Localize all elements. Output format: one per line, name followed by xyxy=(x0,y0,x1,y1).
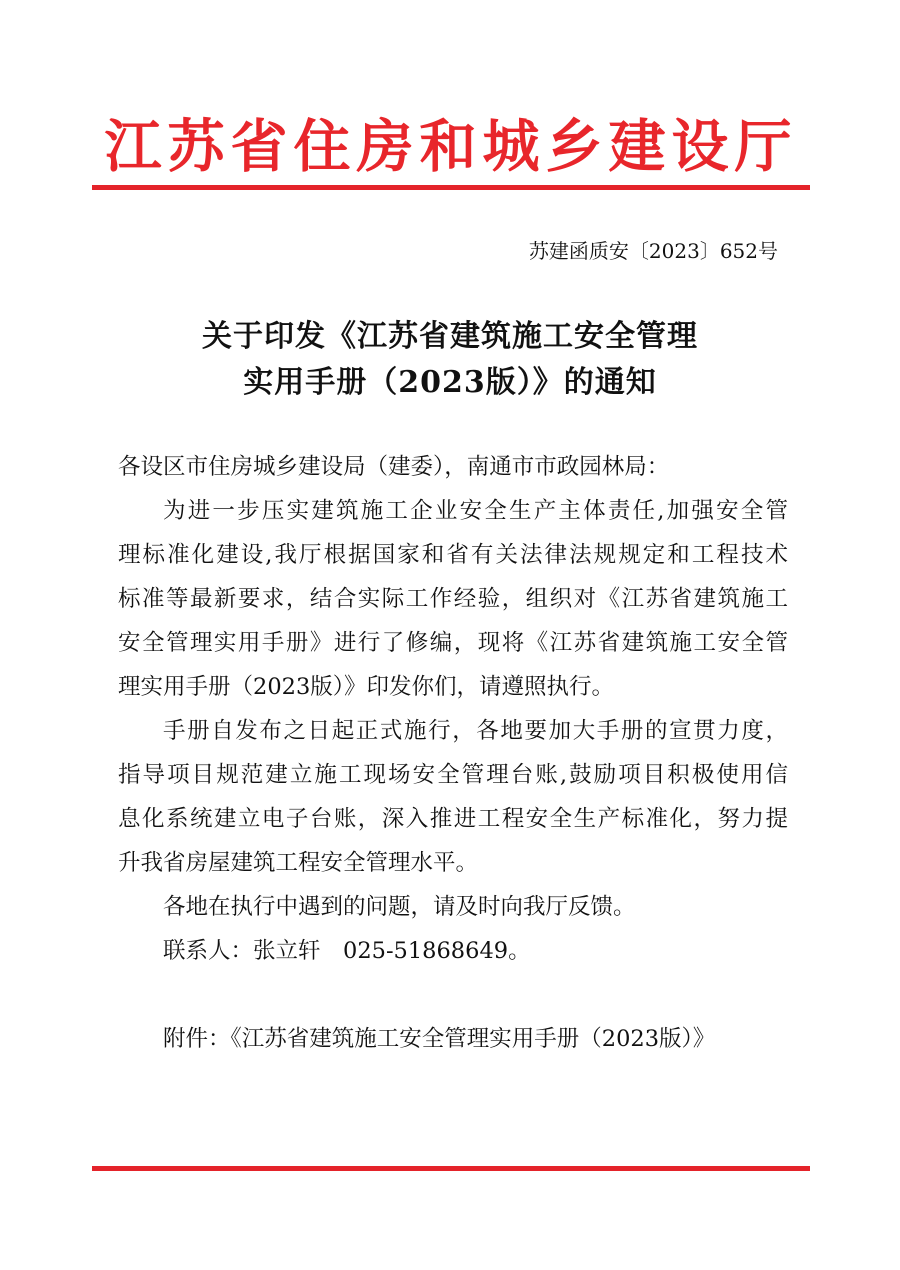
paragraph-2-line: 息化系统建立电子台账，深入推进工程安全生产标准化，努力提 xyxy=(118,806,788,832)
paragraph-1-line: 安全管理实用手册》进行了修编，现将《江苏省建筑施工安全管 xyxy=(118,630,788,656)
paragraph-1-line: 为进一步压实建筑施工企业安全生产主体责任,加强安全管 xyxy=(163,498,788,524)
paragraph-1-line: 理实用手册（2023版）》印发你们，请遵照执行。 xyxy=(118,674,615,700)
paragraph-2-line: 指导项目规范建立施工现场安全管理台账,鼓励项目积极使用信 xyxy=(118,762,788,788)
contact-line: 联系人：张立轩 025-51868649。 xyxy=(163,938,531,964)
salutation: 各设区市住房城乡建设局（建委），南通市市政园林局： xyxy=(118,454,670,480)
paragraph-2-line: 手册自发布之日起正式施行，各地要加大手册的宣贯力度， xyxy=(163,718,788,744)
paragraph-2-line: 升我省房屋建筑工程安全管理水平。 xyxy=(118,850,479,876)
paragraph-1-line: 理标准化建设,我厅根据国家和省有关法律法规规定和工程技术 xyxy=(118,542,788,568)
document-number: 苏建函质安〔2023〕652号 xyxy=(528,239,778,263)
paragraph-1-line: 标准等最新要求，结合实际工作经验，组织对《江苏省建筑施工 xyxy=(118,586,788,612)
footer-red-rule xyxy=(92,1166,810,1171)
notice-title-line-2: 实用手册（2023版）》的通知 xyxy=(243,365,657,400)
attachment-line: 附件：《江苏省建筑施工安全管理实用手册（2023版）》 xyxy=(163,1026,716,1052)
header-red-rule xyxy=(92,185,810,190)
issuing-authority-header: 江苏省住房和城乡建设厅 xyxy=(104,113,798,180)
paragraph-3: 各地在执行中遇到的问题，请及时向我厅反馈。 xyxy=(163,894,636,920)
notice-title-line-1: 关于印发《江苏省建筑施工安全管理 xyxy=(202,319,698,354)
